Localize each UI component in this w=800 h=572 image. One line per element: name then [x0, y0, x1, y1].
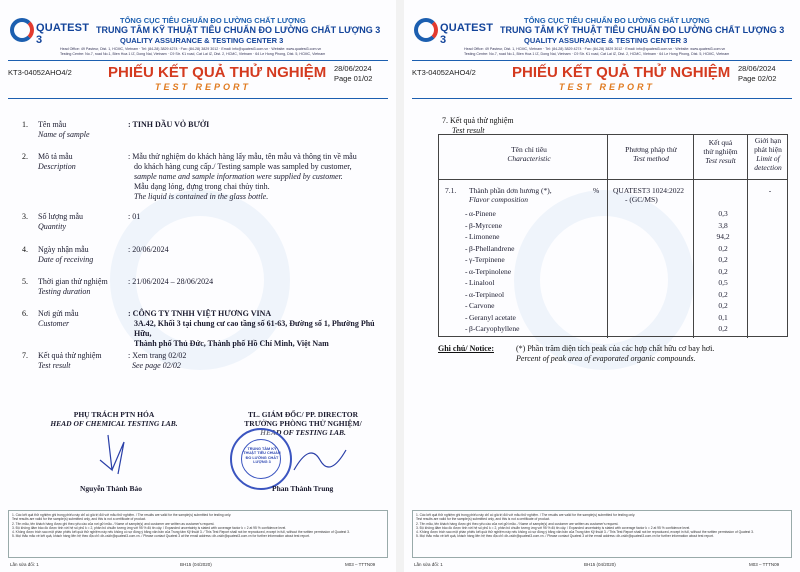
report-date: 28/06/2024	[738, 64, 776, 73]
compound-name: β-Myrcene	[469, 220, 502, 230]
compound-name: β-Phellandrene	[469, 243, 515, 253]
center-name-en: QUALITY ASSURANCE & TESTING CENTER 3	[524, 36, 688, 45]
form-ref: M03 – TTTN09	[345, 562, 376, 567]
section-heading	[442, 116, 514, 136]
result-ref: : Xem trang 02/02	[128, 351, 187, 360]
footer-note: 2. Tên mẫu, tên khách hàng được ghi theo yêu cầu của nơi gửi mẫu. / Name of sample(s) and customer are written as customer's request.	[416, 521, 619, 526]
revision-label: Lần sửa đổi: 1	[10, 562, 39, 567]
page-number: Page 02/02	[738, 74, 777, 83]
result-ref-en: See page 02/02	[132, 361, 181, 370]
footer-note: Test results are valid for the sample(s) submitted only, and this is not a certificate of product.	[12, 517, 147, 522]
table-row	[439, 300, 787, 311]
signature-left-icon	[90, 430, 140, 480]
compound-name: α-Terpinolene	[469, 266, 512, 276]
results-table	[438, 134, 788, 337]
item-name: Thành phần dơn hương (*),	[469, 186, 552, 195]
row-bullet: -	[465, 289, 468, 299]
row-bullet: -	[465, 324, 468, 333]
field-label-duration	[38, 277, 138, 297]
title-divider	[412, 98, 792, 99]
logo-ring-icon	[10, 18, 34, 42]
logo-ring-icon	[414, 18, 438, 42]
compound-value: 0,2	[718, 301, 728, 310]
field-label-quantity	[38, 212, 128, 232]
footer-note: 4. Không được trích sao một phần phiếu kết quả thử nghiệm này nếu không có sự đồng ý bằng văn bản của Trung tâm Kỹ thuật 3. / This Test Report shall not be reproduced, except in full, without the written permission of Quatest 3.	[12, 530, 350, 535]
notice-block	[438, 344, 494, 354]
compound-name: α-Pinene	[469, 209, 496, 218]
row-bullet: -	[465, 312, 468, 322]
label-vn: Ngày nhận mẫu	[38, 245, 89, 254]
compound-name: γ-Terpinene	[469, 255, 505, 264]
field-number: 4.	[22, 245, 28, 254]
field-label-result	[38, 351, 128, 371]
table-row	[439, 266, 787, 277]
row-bullet: -	[465, 255, 468, 264]
result-value	[128, 351, 383, 371]
quatest-logo	[10, 18, 90, 46]
compound-value: 0,1	[718, 312, 728, 322]
label-vn: Nơi gửi mẫu	[38, 309, 79, 318]
label-vn: Mô tả mẫu	[38, 152, 73, 161]
compound-value: 0,2	[718, 255, 728, 264]
revision-label: Lần sửa đổi: 1	[414, 562, 443, 567]
page-gap	[396, 0, 404, 572]
compound-name: Carvone	[469, 301, 495, 310]
footer-note: Test results are valid for the sample(s) submitted only, and this is not a certificate of product.	[416, 517, 551, 522]
stamp-text: TRUNG TÂM KỸ THUẬT TIÊU CHUẨN ĐO LƯỜNG CHẤT LƯỢNG 3	[243, 447, 281, 465]
col-header-vn: Phương pháp thử	[625, 145, 677, 154]
section-label: Kết quả thử nghiệm	[450, 116, 514, 125]
sig-title-vn: TL. GIÁM ĐỐC/ PP. DIRECTOR	[247, 410, 358, 419]
customer-name: : CÔNG TY TNHH VIỆT HƯƠNG VINA	[128, 309, 272, 318]
sig-title-vn: PHỤ TRÁCH PTN HÓA	[73, 410, 155, 419]
col-header-vn: phát hiện	[754, 145, 782, 154]
col-header-method	[609, 145, 693, 163]
row-bullet: -	[465, 243, 468, 253]
compound-name: Linalool	[469, 278, 495, 287]
description-text: do khách hàng cung cấp./ Testing sample was sampled by customer,	[134, 162, 352, 171]
report-header	[404, 0, 800, 60]
footer-note: 5. Mọi thắc mắc về kết quả, khách hàng liên hệ theo địa chỉ: dh-cskh@quatest3.com.vn. / Please contact Quatest 3 at the email address: dh-cskh@quatest3.com.vn for further information about test report.	[12, 534, 310, 539]
customer-address: 3A.42, Khối 3 tại chung cư cao tầng số 61-63, Đường số 1, Phường Phú Hữu,	[134, 319, 375, 338]
compound-name: Limonene	[469, 232, 500, 241]
table-row	[439, 231, 787, 242]
address-line: Testing Centre: No.7, road No.1, Bien Hoa 1 IZ, Dong Nai, Vietnam · C9 Str. K1 road, Cat Lai IZ, Dist. 2, HCMC, Vietnam · 64 Le Hong Phong, Dist. 5, HCMC, Vietnam	[464, 51, 730, 56]
row-bullet: -	[465, 209, 468, 218]
col-header-en: Test result	[705, 156, 736, 165]
label-en: Date of receiving	[38, 255, 94, 264]
report-header	[0, 0, 396, 60]
report-date: 28/06/2024	[334, 64, 372, 73]
field-number: 1.	[22, 120, 28, 129]
description-line: : Mẫu thử nghiệm do khách hàng lấy mẫu, tên mẫu và thông tin về mẫu	[128, 152, 357, 161]
form-code: BH15 (04/2020)	[584, 562, 616, 567]
sig-title-en: HEAD OF TESTING LAB.	[260, 428, 346, 437]
sample-name-value: : TINH DẦU VỎ BƯỞI	[128, 120, 210, 129]
description-line: sample name and sample information were supplied by customer.	[134, 172, 343, 181]
item-limit: -	[768, 186, 772, 195]
field-label-description	[38, 152, 128, 172]
section-number: 7.	[442, 116, 448, 125]
row-bullet: -	[465, 278, 468, 287]
compound-value: 0,2	[718, 266, 728, 276]
footer-note: 2. Tên mẫu, tên khách hàng được ghi theo yêu cầu của nơi gửi mẫu. / Name of sample(s) and customer are written as customer's request.	[12, 521, 215, 526]
col-header-characteristic	[469, 145, 589, 163]
table-row	[439, 208, 787, 219]
table-row-group-sub	[439, 194, 787, 205]
field-number: 5.	[22, 277, 28, 286]
description-value	[128, 152, 383, 202]
field-label-customer	[38, 309, 128, 329]
notice-en: Percent of peak area of evaporated organic compounds.	[516, 354, 696, 363]
compound-value: 0,2	[718, 289, 728, 299]
form-code: BH15 (04/2020)	[180, 562, 212, 567]
logo-text: QUATEST 3	[440, 22, 494, 46]
section-label-en: Test result	[452, 126, 485, 135]
address-line: Head Office: 49 Pasteur, Dist. 1, HCMC, Vietnam · Tel: (84-28) 3829 4274 · Fax: (84-28) 3829 3012 · Email: info@quatest3.com.vn · Website: www.quatest3.com.vn	[60, 47, 322, 51]
table-row	[439, 220, 787, 231]
center-name-en: QUALITY ASSURANCE & TESTING CENTER 3	[120, 36, 284, 45]
footer-note: 4. Không được trích sao một phần phiếu kết quả thử nghiệm này nếu không có sự đồng ý bằng văn bản của Trung tâm Kỹ thuật 3. / This Test Report shall not be reproduced, except in full, without the written permission of Quatest 3.	[416, 530, 754, 535]
row-bullet: -	[465, 266, 468, 276]
label-en: Customer	[38, 319, 70, 328]
sig-title-vn2: TRƯỞNG PHÒNG THỬ NGHIỆM/	[244, 419, 362, 428]
table-row	[439, 312, 787, 323]
signer-left-name: Nguyễn Thành Bảo	[80, 484, 142, 493]
duration-value: : 21/06/2024 – 28/06/2024	[128, 277, 214, 286]
header-divider	[8, 60, 388, 61]
col-header-vn: thử nghiệm	[703, 147, 738, 156]
col-header-en: Test method	[633, 154, 669, 163]
compound-value: 0,2	[718, 324, 728, 333]
address-block	[464, 47, 794, 56]
signature-right-icon	[290, 440, 350, 480]
table-row	[439, 254, 787, 265]
footer-note: 3. Độ không đảm bảo đo được tính với hệ số phủ k = 2, phân bố chuẩn tương ứng với 95 % độ tin cậy. / Expanded uncertainty is stated with coverage factor k = 2 at 95 % confidence level.	[12, 525, 287, 530]
report-code: KT3-04052AHO4/2	[8, 68, 72, 77]
item-method: QUATEST3 1024:2022	[613, 186, 685, 195]
label-vn: Kết quả thử nghiệm	[38, 351, 102, 360]
title-divider	[8, 98, 388, 99]
customer-value	[128, 309, 383, 349]
description-line	[128, 162, 383, 172]
label-en: Test result	[38, 361, 71, 370]
agency-name: TỔNG CỤC TIÊU CHUẨN ĐO LƯỜNG CHẤT LƯỢNG	[524, 16, 710, 25]
col-header-en: detection	[754, 163, 782, 172]
field-label-date-receiving	[38, 245, 128, 265]
label-vn: Số lượng mẫu	[38, 212, 84, 221]
compound-name: α-Terpineol	[469, 289, 505, 299]
table-header-divider	[439, 179, 787, 180]
footer-note: 5. Mọi thắc mắc về kết quả, khách hàng liên hệ theo địa chỉ: dh-cskh@quatest3.com.vn. / Please contact Quatest 3 at the email address: dh-cskh@quatest3.com.vn for further information about test report.	[416, 534, 714, 539]
date-receiving-value: : 20/06/2024	[128, 245, 169, 254]
compound-value: 94,2	[716, 232, 730, 241]
label-vn: Tên mẫu	[38, 120, 67, 129]
quatest-logo	[414, 18, 494, 46]
report-title-vn: PHIẾU KẾT QUẢ THỬ NGHIỆM	[512, 64, 731, 81]
report-title-en: TEST REPORT	[559, 82, 655, 92]
col-header-vn: Giới hạn	[754, 136, 782, 145]
col-header-vn: Kết quả	[708, 138, 733, 147]
col-header-en: Limit of	[756, 154, 780, 163]
field-number: 7.	[22, 351, 28, 360]
col-header-en: Characteristic	[507, 154, 551, 163]
customer-address: Thành phố Thủ Đức, Thành phố Hồ Chí Minh, Việt Nam	[134, 339, 329, 348]
table-row	[439, 243, 787, 254]
compound-value: 0,3	[718, 209, 728, 218]
report-date-block	[334, 64, 372, 84]
label-en: Name of sample	[38, 130, 90, 139]
row-bullet: -	[465, 232, 468, 241]
description-line: Mẫu dạng lỏng, đựng trong chai thủy tinh.	[134, 182, 270, 191]
report-date-block	[738, 64, 776, 84]
logo-text: QUATEST 3	[36, 22, 90, 46]
report-page-1	[0, 0, 396, 572]
label-en: Quantity	[38, 222, 66, 231]
sig-title-en: HEAD OF CHEMICAL TESTING LAB.	[50, 419, 178, 428]
compound-name: β-Caryophyllene	[469, 324, 520, 333]
table-row	[439, 289, 787, 300]
col-header-vn: Tên chỉ tiêu	[511, 145, 547, 154]
item-name-en: Flavor composition	[469, 195, 528, 204]
description-line: The liquid is contained in the glass bottle.	[134, 192, 269, 201]
row-bullet: -	[465, 220, 468, 230]
address-line: Testing Centre: No.7, road No.1, Bien Hoa 1 IZ, Dong Nai, Vietnam · C9 Str. K1 road, Cat Lai IZ, Dist. 2, HCMC, Vietnam · 64 Le Hong Phong, Dist. 5, HCMC, Vietnam	[60, 51, 326, 56]
item-method-detail: - (GC/MS)	[625, 195, 658, 204]
center-name: TRUNG TÂM KỸ THUẬT TIÊU CHUẨN ĐO LƯỜNG CHẤT LƯỢNG 3	[96, 25, 381, 35]
table-row	[439, 323, 787, 334]
label-en: Description	[38, 162, 76, 171]
notice-text	[516, 344, 786, 364]
notice-label: Ghi chú/ Notice:	[438, 344, 494, 353]
report-title-vn: PHIẾU KẾT QUẢ THỬ NGHIỆM	[108, 64, 327, 81]
signer-right-name: Phan Thành Trung	[272, 484, 334, 493]
report-page-2	[404, 0, 800, 572]
compound-value: 0,5	[718, 278, 728, 287]
report-code: KT3-04052AHO4/2	[412, 68, 476, 77]
table-row	[439, 277, 787, 288]
page-number: Page 01/02	[334, 74, 373, 83]
compound-value: 0,2	[718, 243, 728, 253]
col-header-limit	[748, 136, 788, 172]
address-line: Head Office: 49 Pasteur, Dist. 1, HCMC, Vietnam · Tel: (84-28) 3829 4274 · Fax: (84-28) 3829 3012 · Email: info@quatest3.com.vn · Website: www.quatest3.com.vn	[464, 47, 726, 51]
agency-name: TỔNG CỤC TIÊU CHUẨN ĐO LƯỜNG CHẤT LƯỢNG	[120, 16, 306, 25]
report-title-en: TEST REPORT	[155, 82, 251, 92]
notice-vn: (*) Phần trăm diện tích peak của các hợp chất hữu cơ bay hơi.	[516, 344, 715, 353]
item-number: 7.1.	[445, 186, 457, 195]
address-block	[60, 47, 390, 56]
center-name: TRUNG TÂM KỸ THUẬT TIÊU CHUẨN ĐO LƯỜNG CHẤT LƯỢNG 3	[500, 25, 785, 35]
label-en: Testing duration	[38, 287, 91, 296]
quantity-value: : 01	[128, 212, 141, 221]
label-vn: Thời gian thử nghiệm	[38, 277, 108, 286]
footer-note: 3. Độ không đảm bảo đo được tính với hệ số phủ k = 2, phân bố chuẩn tương ứng với 95 % độ tin cậy. / Expanded uncertainty is stated with coverage factor k = 2 at 95 % confidence level.	[416, 525, 691, 530]
item-unit: %	[593, 186, 600, 195]
footer-notes	[8, 510, 388, 558]
official-stamp-icon	[230, 428, 292, 490]
form-ref: M03 – TTTN09	[749, 562, 780, 567]
col-header-result	[694, 138, 747, 165]
footer-note: 1. Các kết quả thử nghiệm ghi trong phiếu này chỉ có giá trị đối với mẫu thử nghiệm. / The results are valid for the sample(s) submitted for testing only.	[416, 513, 636, 517]
footer-note: 1. Các kết quả thử nghiệm ghi trong phiếu này chỉ có giá trị đối với mẫu thử nghiệm. / The results are valid for the sample(s) submitted for testing only.	[12, 513, 232, 517]
footer-notes	[412, 510, 792, 558]
field-number: 3.	[22, 212, 28, 221]
field-number: 6.	[22, 309, 28, 318]
field-number: 2.	[22, 152, 28, 161]
header-divider	[412, 60, 792, 61]
field-label-name	[38, 120, 128, 140]
compound-name: Geranyl acetate	[469, 312, 516, 322]
signature-block-left	[44, 410, 184, 428]
row-bullet: -	[465, 301, 468, 310]
compound-value: 3,8	[718, 220, 728, 230]
